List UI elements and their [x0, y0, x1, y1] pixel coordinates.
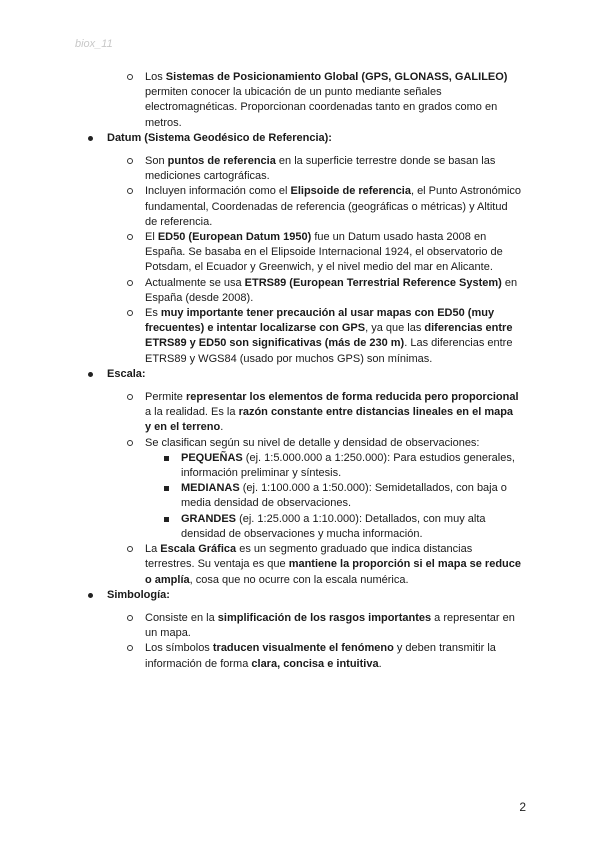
- square-bullet-icon: [164, 456, 169, 461]
- list-item-simbologia-1: Consiste en la simplificación de los rasgos importantes a representar en un mapa.: [0, 611, 600, 641]
- list-item-datum-4: Actualmente se usa ETRS89 (European Terrestrial Reference System) en España (desde 2008).: [0, 276, 600, 306]
- filled-bullet-icon: [88, 372, 93, 377]
- list-item-datum-1: Son puntos de referencia en la superficie terrestre donde se basan las mediciones cartográficas.: [0, 154, 600, 184]
- list-item-datum-5: Es muy importante tener precaución al usar mapas con ED50 (muy frecuentes) e intentar localizarse con GPS, ya que las diferencias entre ETRS89 y ED50 son significativas (más de 230 m). Las diferencias entre ETRS89 y WGS84 (usado por muchos GPS) son mínimas.: [0, 306, 600, 367]
- section-heading-datum: Datum (Sistema Geodésico de Referencia):: [0, 131, 600, 146]
- filled-bullet-icon: [88, 136, 93, 141]
- list-item-escala-2: Se clasifican según su nivel de detalle y densidad de observaciones:: [0, 436, 600, 451]
- document-body: [0, 70, 600, 672]
- filled-bullet-icon: [88, 593, 93, 598]
- hollow-bullet-icon: [127, 310, 133, 316]
- list-item-escala-3: La Escala Gráfica es un segmento graduado que indica distancias terrestres. Su ventaja es que mantiene la proporción si el mapa se reduce o amplía, cosa que no ocurre con la escala numérica.: [0, 542, 600, 588]
- hollow-bullet-icon: [127, 440, 133, 446]
- sublist-item-grandes: GRANDES (ej. 1:25.000 a 1:10.000): Detallados, con muy alta densidad de observaciones y mucha información.: [0, 512, 600, 542]
- sublist-item-pequenas: PEQUEÑAS (ej. 1:5.000.000 a 1:250.000): Para estudios generales, información preliminar y síntesis.: [0, 451, 600, 481]
- hollow-bullet-icon: [127, 280, 133, 286]
- hollow-bullet-icon: [127, 394, 133, 400]
- hollow-bullet-icon: [127, 188, 133, 194]
- hollow-bullet-icon: [127, 234, 133, 240]
- hollow-bullet-icon: [127, 615, 133, 621]
- hollow-bullet-icon: [127, 74, 133, 80]
- hollow-bullet-icon: [127, 158, 133, 164]
- section-heading-simbologia: Simbología:: [0, 588, 600, 603]
- list-item-simbologia-2: Los símbolos traducen visualmente el fenómeno y deben transmitir la información de forma clara, concisa e intuitiva.: [0, 641, 600, 671]
- square-bullet-icon: [164, 517, 169, 522]
- page-number: 2: [519, 800, 526, 814]
- hollow-bullet-icon: [127, 645, 133, 651]
- sublist-item-medianas: MEDIANAS (ej. 1:100.000 a 1:50.000): Semidetallados, con baja o media densidad de observaciones.: [0, 481, 600, 511]
- list-item-datum-3: El ED50 (European Datum 1950) fue un Datum usado hasta 2008 en España. Se basaba en el Elipsoide Internacional 1924, el observatorio de Potsdam, el Ecuador y Greenwich, y el nivel medio del mar en Alicante.: [0, 230, 600, 276]
- list-item-datum-2: Incluyen información como el Elipsoide de referencia, el Punto Astronómico fundamental, Coordenadas de referencia (geográficas o métricas) y Altitud de referencia.: [0, 184, 600, 230]
- hollow-bullet-icon: [127, 546, 133, 552]
- list-item-escala-1: Permite representar los elementos de forma reducida pero proporcional a la realidad. Es la razón constante entre distancias lineales en el mapa y en el terreno.: [0, 390, 600, 436]
- document-header-tag: biox_11: [75, 38, 113, 50]
- square-bullet-icon: [164, 486, 169, 491]
- list-item-gps: Los Sistemas de Posicionamiento Global (GPS, GLONASS, GALILEO) permiten conocer la ubicación de un punto mediante señales electromagnéticas. Proporcionan coordenadas tanto en grados como en metros.: [0, 70, 600, 131]
- section-heading-escala: Escala:: [0, 367, 600, 382]
